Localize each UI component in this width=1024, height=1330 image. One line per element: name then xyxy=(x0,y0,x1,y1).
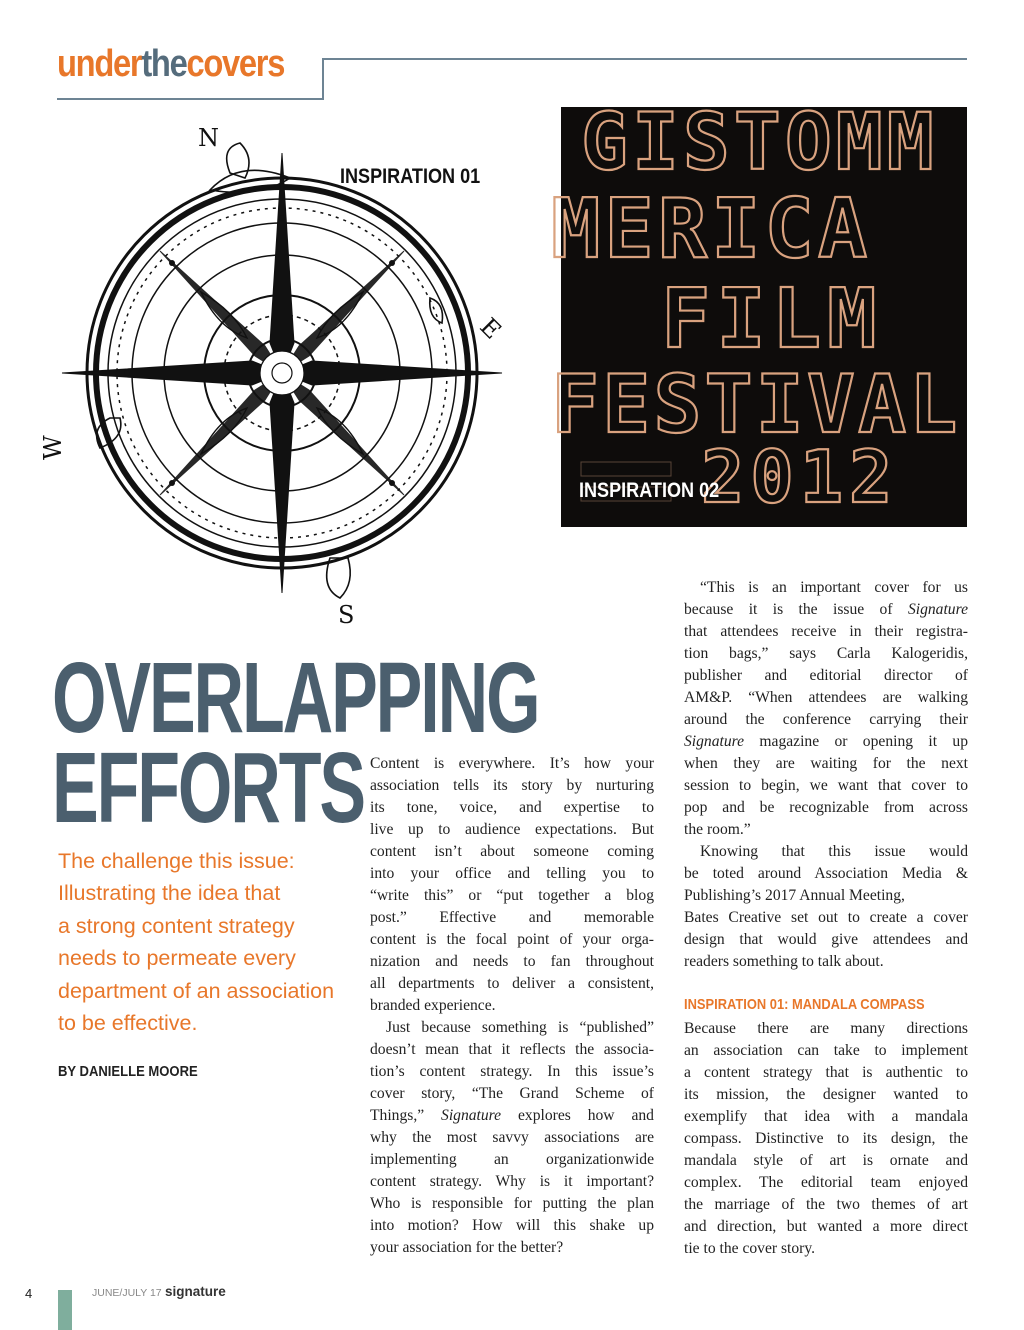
body-line: Bates Creative set out to create a cover xyxy=(684,909,968,926)
dek-line: The challenge this issue: xyxy=(58,849,295,873)
compass-letter-west: W xyxy=(39,435,67,460)
body-line: Because there are many directions xyxy=(684,1020,968,1037)
article-dek xyxy=(58,845,358,1039)
body-line: content isn’t about someone coming xyxy=(370,843,654,860)
compass-letter-south: S xyxy=(338,601,355,629)
dek-line: department of an association xyxy=(58,978,335,1003)
wordmark-under: under xyxy=(57,43,142,85)
poster-line-4: FESTIVAL xyxy=(551,358,961,451)
body-line: into motion? How will this shake up xyxy=(370,1217,654,1234)
body-line: why the most savvy associations are xyxy=(370,1129,654,1146)
body-line: Publishing’s 2017 Annual Meeting, xyxy=(684,887,905,904)
body-column-middle xyxy=(370,753,654,1259)
body-line: complex. The editorial team enjoyed xyxy=(684,1174,968,1191)
dek-line: a strong content strategy xyxy=(58,913,295,938)
body-line: be toted around Association Media & xyxy=(684,865,968,882)
body-line: post.” Effective and memorable xyxy=(370,909,654,926)
header-rule-vertical xyxy=(322,58,324,100)
body-line: the marriage of the two themes of art xyxy=(684,1196,968,1213)
inspiration-02-label: INSPIRATION 02 xyxy=(579,479,720,502)
body-line: tion’s content strategy. In this issue’s xyxy=(370,1063,654,1080)
dek-line: Illustrating the idea that xyxy=(58,881,281,906)
body-line: Content is everywhere. It’s how your xyxy=(370,755,654,772)
body-line: design that would give attendees and xyxy=(684,931,968,948)
body-line: publisher and editorial director of xyxy=(684,667,968,684)
body-line: its mission, the designer wanted to xyxy=(684,1086,968,1103)
header-rule-bottom xyxy=(57,98,323,100)
body-line: doesn’t mean that it reflects the associa- xyxy=(370,1041,654,1058)
page-number: 4 xyxy=(25,1286,33,1301)
body-line: exemplify that idea with a mandala xyxy=(684,1108,968,1125)
header-rule-top xyxy=(322,58,967,60)
footer-issue-date: JUNE/JULY 17 xyxy=(92,1287,162,1299)
body-line: Knowing that this issue would xyxy=(700,843,968,860)
body-line: Who is responsible for putting the plan xyxy=(370,1195,654,1212)
body-line: tie to the cover story. xyxy=(684,1240,816,1257)
body-line: “This is an important cover for us xyxy=(700,579,968,596)
inspiration-01-label: INSPIRATION 01 xyxy=(340,165,481,188)
magazine-title-italic: Signature xyxy=(441,1107,502,1124)
body-line: cover story, “The Grand Scheme of xyxy=(370,1085,654,1102)
poster-line-5: 2012 xyxy=(701,435,899,519)
dek-line: to be effective. xyxy=(58,1011,198,1036)
section-subhead: INSPIRATION 01: MANDALA COMPASS xyxy=(684,996,925,1013)
body-line: Just because something is “published” xyxy=(386,1019,654,1036)
body-line: branded experience. xyxy=(370,997,496,1014)
body-line: its tone, voice, and expertise to xyxy=(370,799,654,816)
body-line: tion bags,” says Carla Kalogeridis, xyxy=(684,645,968,662)
body-line: AM&P. “When attendees are walking xyxy=(684,689,968,706)
body-line: session to begin, we want that cover to xyxy=(684,777,968,794)
body-line: live up to audience expectations. But xyxy=(370,821,654,838)
body-line: readers something to talk about. xyxy=(684,953,884,970)
body-line: Signature magazine or opening it up xyxy=(684,733,968,750)
body-line: all departments to deliver a consistent, xyxy=(370,975,654,992)
body-line: into your office and telling you to xyxy=(370,865,654,882)
poster-lettering xyxy=(551,98,967,527)
body-line: when they are waiting for the next xyxy=(684,755,968,772)
magazine-title-italic: Signature xyxy=(684,733,745,750)
dek-line: needs to permeate every xyxy=(58,946,296,971)
body-column-right xyxy=(684,577,968,973)
byline: BY DANIELLE MOORE xyxy=(58,1064,198,1080)
headline-line-1: OVERLAPPING xyxy=(52,642,539,754)
body-line: an association can take to implement xyxy=(684,1042,968,1059)
poster-line-2: MERICA xyxy=(551,182,872,277)
section-wordmark xyxy=(57,40,284,88)
headline-line-2: EFFORTS xyxy=(52,732,364,844)
film-festival-poster-image xyxy=(551,98,967,527)
body-line: association tells its story by nurturing xyxy=(370,777,654,794)
body-line: mandala style of art is ornate and xyxy=(684,1152,968,1169)
magazine-title-italic: Signature xyxy=(907,601,968,618)
body-line: Things,” Signature explores how and xyxy=(370,1107,654,1124)
compass-letter-north: N xyxy=(198,124,219,152)
body-column-right-lower xyxy=(684,1018,968,1260)
body-line: and direction, but wanted a more direct xyxy=(684,1218,968,1235)
wordmark-the: the xyxy=(141,43,187,85)
body-line: pop and be recognizable from across xyxy=(684,799,968,816)
body-line: that attendees receive in their registra- xyxy=(684,623,968,640)
body-line: the room.” xyxy=(684,821,751,838)
body-line: your association for the better? xyxy=(370,1239,564,1256)
footer-magazine-name: signature xyxy=(165,1284,226,1299)
body-line: compass. Distinctive to its design, the xyxy=(684,1130,968,1147)
body-line: implementing an organizationwide xyxy=(370,1151,654,1168)
mandala-compass-icon xyxy=(39,118,520,638)
body-line: “write this” or “put together a blog xyxy=(370,887,654,904)
body-line: content is the focal point of your orga- xyxy=(370,931,654,948)
body-line: because it is the issue of Signature xyxy=(684,601,968,618)
poster-line-3: FILM xyxy=(661,272,883,367)
body-line: nization and needs to fan throughout xyxy=(370,953,654,970)
body-line: content strategy. Why is it important? xyxy=(370,1173,654,1190)
footer-accent-bar xyxy=(58,1290,72,1330)
poster-line-1: GISTOMM xyxy=(581,98,938,188)
compass-letter-east: E xyxy=(474,312,507,345)
wordmark-covers: covers xyxy=(186,43,285,85)
body-line: a content strategy that is authentic to xyxy=(684,1064,968,1081)
body-line: around the conference carrying their xyxy=(684,711,968,728)
